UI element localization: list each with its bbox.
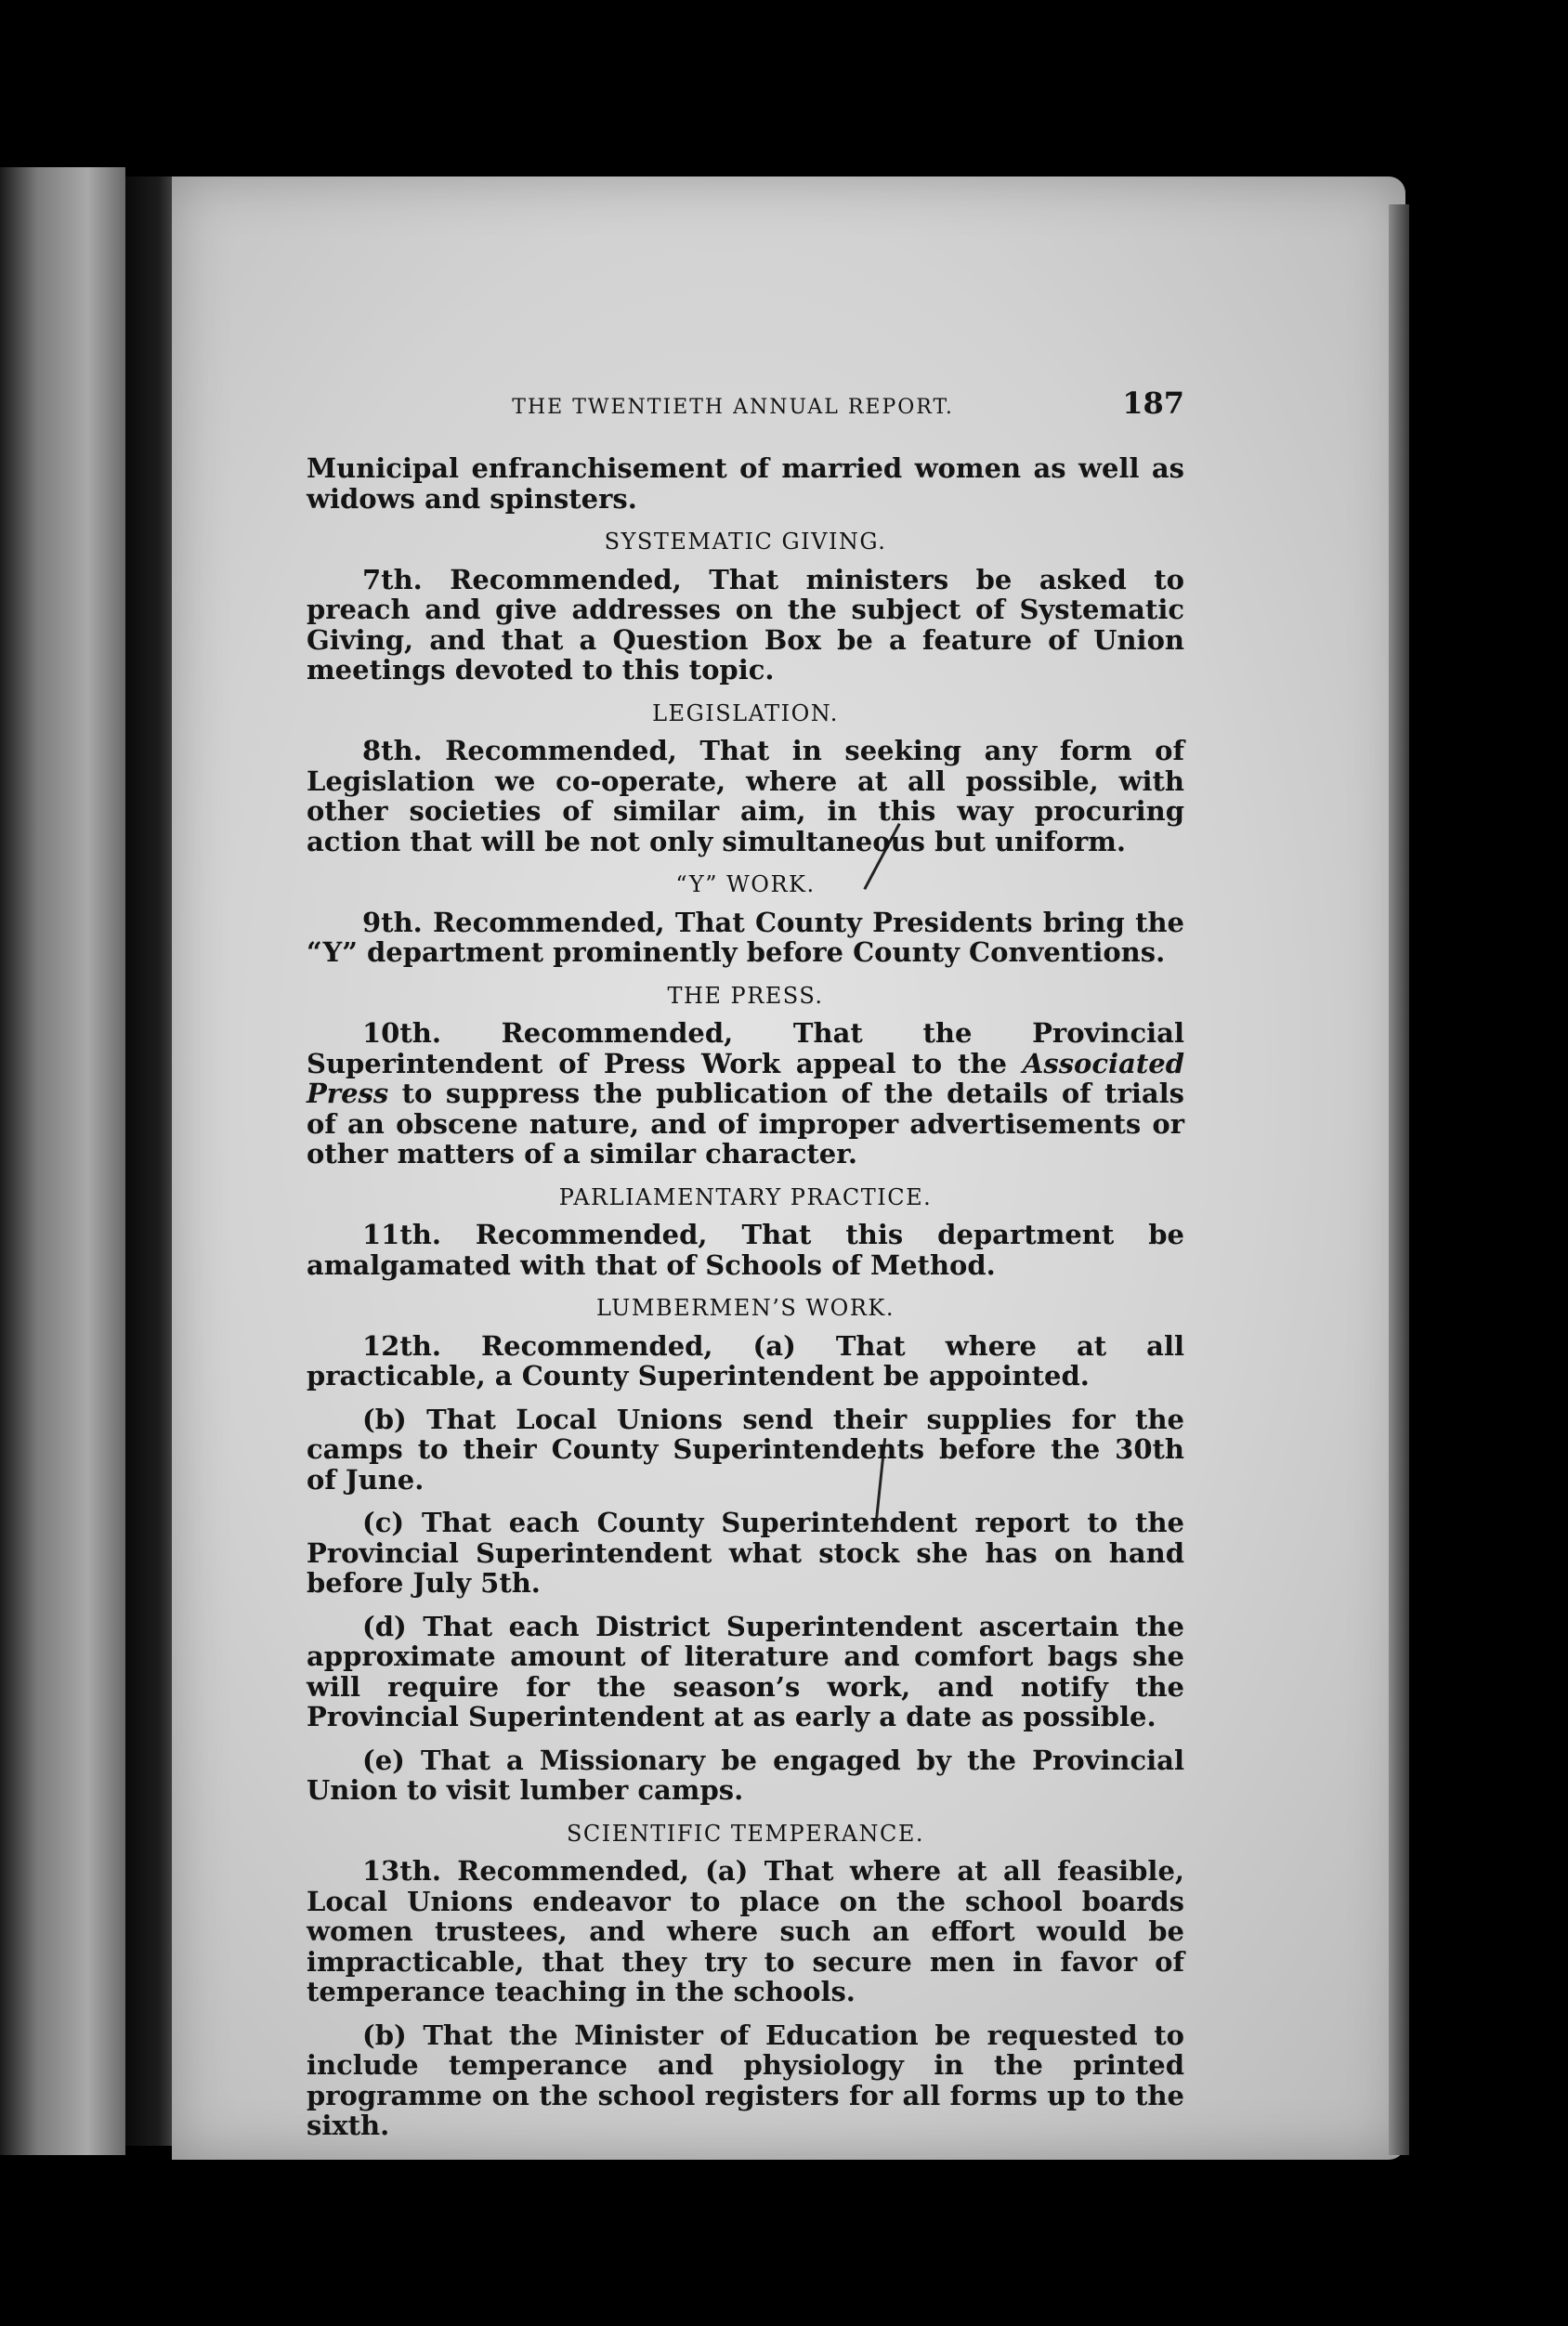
page-edge-shadow [1389,204,1409,2155]
facing-page-edge [0,167,125,2155]
section-heading: PARLIAMENTARY PRACTICE. [558,1183,933,1210]
paragraph: 13th. Recommended, (a) That where at all feasible, Local Unions endeavor to place on the school boards women trustees, and where such an effort would be impracticable, that they try to secure men in favor of temperance teaching in the schools. [307,1855,1184,2007]
section-heading: LUMBERMEN’S WORK. [596,1295,895,1321]
paragraph: (d) That each District Superintendent ascertain the approximate amount of literature and comfort bags she will require for the season’s work, and notify the Provincial Superintendent at as early a date as possible. [307,1610,1184,1732]
paragraph: 7th. Recommended, That ministers be asked to preach and give addresses on the subject of Systematic Giving, and that a Question Box be a feature of Union meetings devoted to this topic. [307,563,1184,686]
page-number: 187 [1122,385,1184,421]
body-text [307,453,1184,2141]
paragraph: (c) That each County Superintendent report to the Provincial Superintendent what stock she has on hand before July 5th. [307,1507,1184,1599]
italic-text: Associated Press [307,1047,1184,1109]
running-head [307,385,1184,425]
running-title: THE TWENTIETH ANNUAL REPORT. [512,396,954,419]
paragraph: (b) That the Minister of Education be requested to include temperance and physiology in the printed programme on the school registers for all forms up to the sixth. [307,2019,1184,2141]
paragraph: 9th. Recommended, That County Presidents bring the “Y” department prominently before County Conventions. [307,906,1184,968]
paragraph: 8th. Recommended, That in seeking any form of Legislation we co-operate, where at all possible, with other societies of similar aim, in this way procuring action that will be not only simultaneous but uniform. [307,735,1184,857]
paragraph: (e) That a Missionary be engaged by the Provincial Union to visit lumber camps. [307,1744,1184,1806]
paragraph: (b) That Local Unions send their supplies for the camps to their County Superintendents before the 30th of June. [307,1403,1184,1496]
section-heading: THE PRESS. [667,982,824,1009]
paragraph: 12th. Recommended, (a) That where at all practicable, a County Superintendent be appointed. [307,1329,1184,1392]
paragraph: 11th. Recommended, That this department be amalgamated with that of Schools of Method. [307,1219,1184,1281]
paragraph [307,1018,1184,1170]
section-heading: “Y” WORK. [675,871,816,897]
section-heading: LEGISLATION. [652,699,839,726]
paragraph: Municipal enfranchisement of married women as well as widows and spinsters. [307,452,1184,515]
page-text [307,385,1184,2154]
section-heading: SCIENTIFIC TEMPERANCE. [566,1820,925,1847]
paragraph-text: to suppress the publication of the details of trials of an obscene nature, and of improper advertisements or other matters of a similar character. [307,1078,1184,1170]
paragraph-text: 10th. Recommended, That the Provincial Superintendent of Press Work appeal to the [307,1017,1184,1079]
section-heading: SYSTEMATIC GIVING. [604,529,887,555]
